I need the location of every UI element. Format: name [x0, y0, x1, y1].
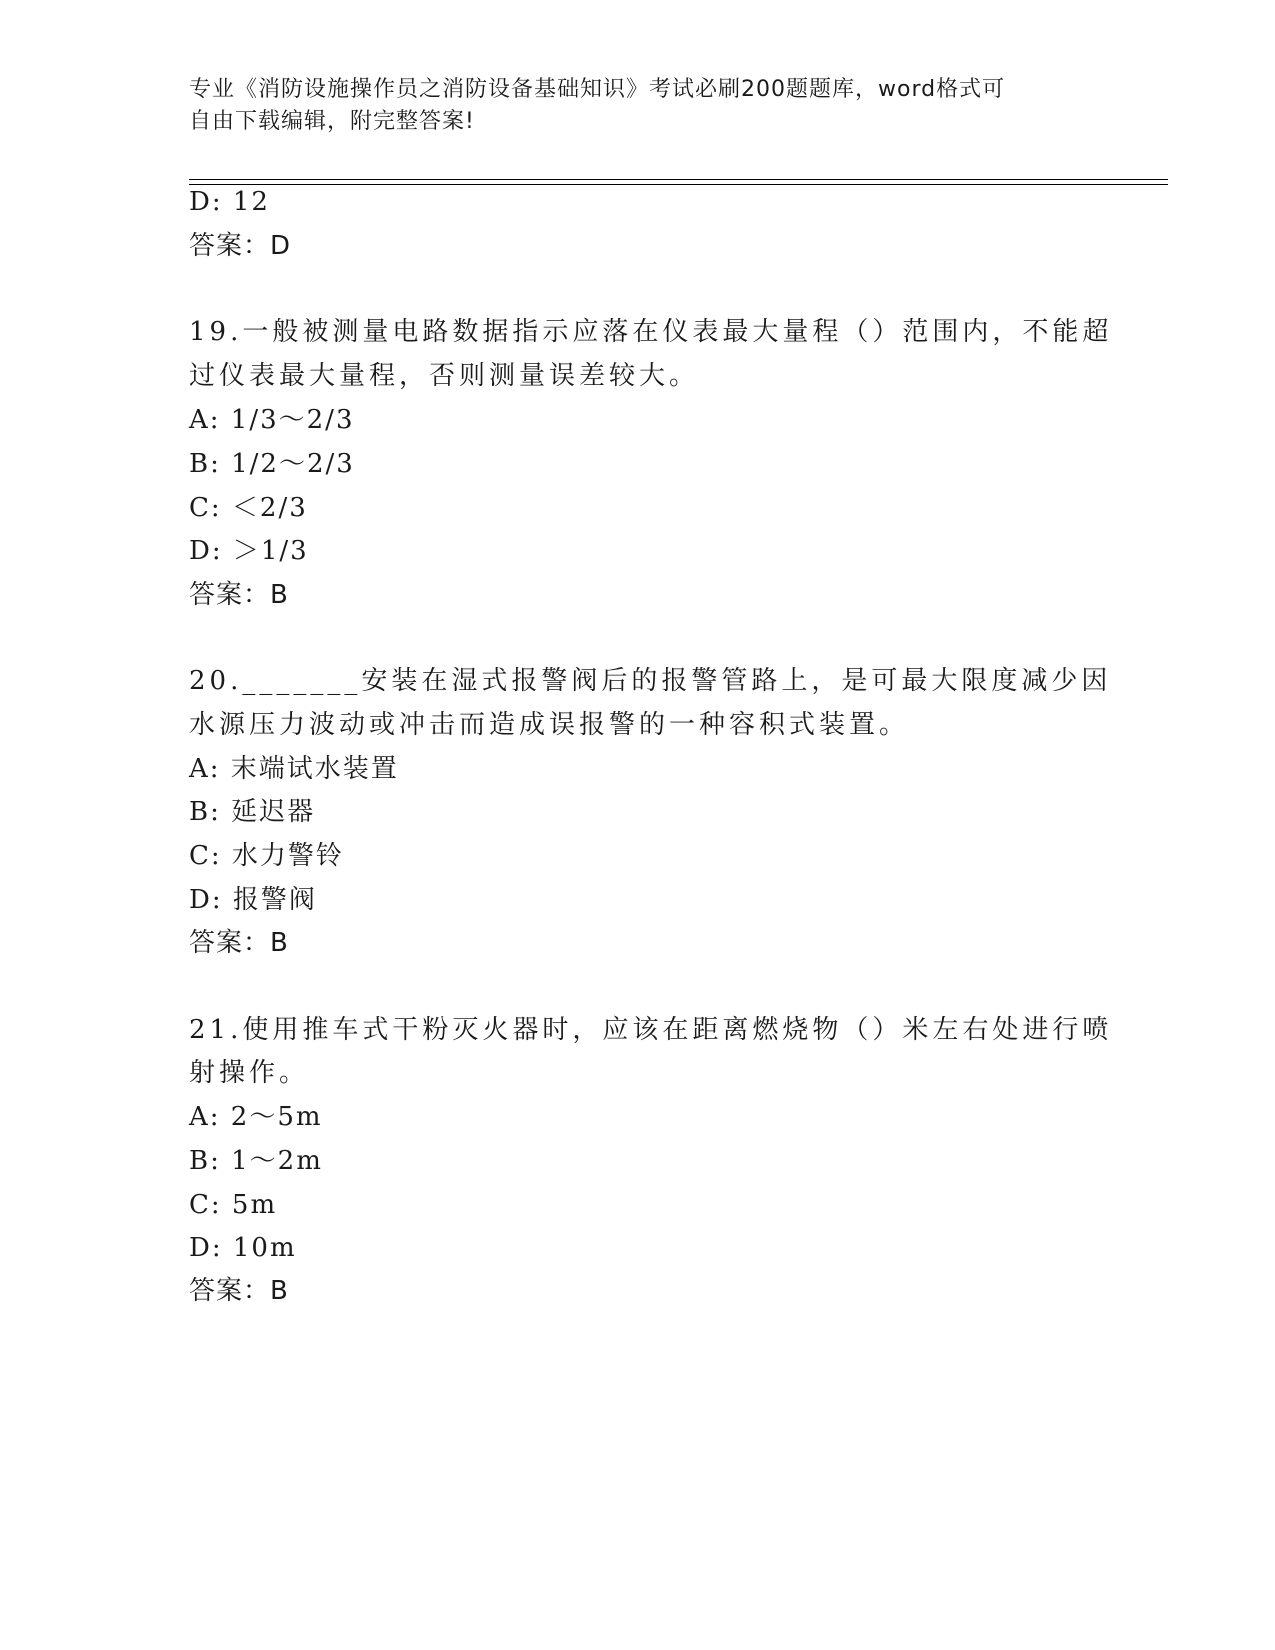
question-21-option-d: D: 10m: [189, 1233, 297, 1263]
question-20-option-c: C: 水力警铃: [189, 841, 344, 871]
question-21-line-2: 射操作。: [189, 1058, 310, 1088]
prev-answer: 答案：D: [189, 231, 292, 261]
question-20-option-a: A: 末端试水装置: [189, 754, 399, 784]
question-19-answer: 答案：B: [189, 580, 289, 610]
question-19-line-1: 19.一般被测量电路数据指示应落在仪表最大量程（）范围内，不能超: [189, 317, 1113, 347]
question-19-option-a: A: 1/3～2/3: [189, 405, 355, 435]
question-20-option-b: B: 延迟器: [189, 797, 316, 827]
header-divider-top: [189, 179, 1168, 180]
header-line-1: 专业《消防设施操作员之消防设备基础知识》考试必刷200题题库，word格式可: [189, 77, 1006, 102]
question-21-option-b: B: 1～2m: [189, 1146, 323, 1176]
header-divider-bottom: [189, 184, 1168, 185]
prev-option-d: D: 12: [189, 187, 270, 217]
question-19-option-b: B: 1/2～2/3: [189, 449, 355, 479]
question-21-answer: 答案：B: [189, 1276, 289, 1306]
question-20-option-d: D: 报警阀: [189, 885, 317, 915]
header-line-2: 自由下载编辑，附完整答案!: [189, 109, 475, 134]
question-20-line-2: 水源压力波动或冲击而造成误报警的一种容积式装置。: [189, 710, 910, 740]
question-19-option-c: C: ＜2/3: [189, 493, 308, 523]
question-21-option-a: A: 2～5m: [189, 1102, 323, 1132]
document-header: [189, 74, 1069, 138]
question-21-option-c: C: 5m: [189, 1190, 278, 1220]
question-19-line-2: 过仪表最大量程，否则测量误差较大。: [189, 361, 700, 391]
question-19-option-d: D: ＞1/3: [189, 536, 309, 566]
question-20-answer: 答案：B: [189, 928, 289, 958]
question-20-line-1: 20._______安装在湿式报警阀后的报警管路上，是可最大限度减少因: [189, 666, 1112, 696]
question-21-line-1: 21.使用推车式干粉灭火器时，应该在距离燃烧物（）米左右处进行喷: [189, 1015, 1113, 1045]
